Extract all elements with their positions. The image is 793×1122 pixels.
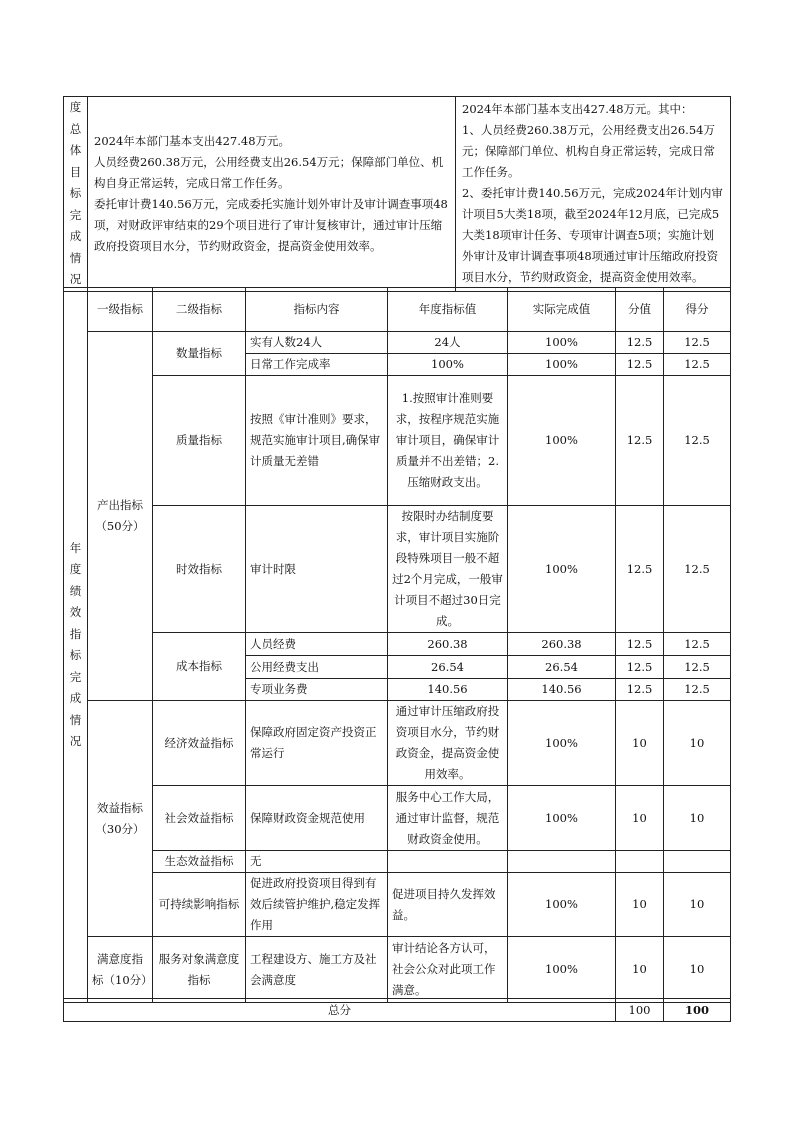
label-char: 情 — [69, 250, 82, 265]
cell-weight: 12.5 — [616, 354, 664, 376]
cell-content: 日常工作完成率 — [246, 354, 388, 376]
header-cell: 指标内容 — [246, 288, 388, 332]
total-label: 总分 — [64, 999, 616, 1022]
cell-weight: 10 — [616, 937, 664, 1003]
cell-actual — [508, 851, 616, 873]
cell-target: 100% — [388, 354, 508, 376]
cell-content: 审计时限 — [246, 506, 388, 633]
label-char: 指 — [69, 626, 82, 641]
level2-cost: 成本指标 — [153, 633, 246, 701]
cell-content: 工程建设方、施工方及社会满意度 — [246, 937, 388, 1003]
level1-benefit: 效益指标（30分） — [88, 701, 153, 937]
label-char: 情 — [69, 712, 82, 727]
cell-content: 公用经费支出 — [246, 656, 388, 679]
label-char: 年 — [69, 540, 82, 555]
cell-target: 促进项目持久发挥效益。 — [388, 873, 508, 937]
cell-score: 12.5 — [664, 656, 731, 679]
table-row — [64, 506, 731, 633]
table-row — [64, 332, 731, 354]
cell-score: 12.5 — [664, 679, 731, 701]
cell-actual: 100% — [508, 701, 616, 786]
cell-content: 保障财政资金规范使用 — [246, 786, 388, 851]
label-char: 度 — [69, 562, 82, 576]
cell-actual: 26.54 — [508, 656, 616, 679]
header-cell: 分值 — [616, 288, 664, 332]
actual-line: 2、委托审计费140.56万元，完成2024年计划内审计项目5大类18项，截至2024年12月底，已完成5大类18项审计任务、专项审计调查5项；实施计划外审计及审计调查事项48项通过审计压缩政府投资项目水分，节约财政资金，提高资金使用效率。 — [462, 186, 723, 285]
label-char: 况 — [69, 272, 82, 286]
table-row — [64, 786, 731, 851]
cell-score: 10 — [664, 701, 731, 786]
label-char: 标 — [69, 648, 82, 662]
header-row — [64, 288, 731, 332]
section-label — [64, 97, 88, 292]
cell-weight: 12.5 — [616, 633, 664, 656]
level1-satisfaction: 满意度指标（10分） — [88, 937, 153, 1003]
cell-score: 12.5 — [664, 633, 731, 656]
cell-actual: 100% — [508, 506, 616, 633]
actual-line: 2024年本部门基本支出427.48万元。其中： — [462, 102, 693, 117]
actual-line: 1、人员经费260.38万元，公用经费支出26.54万元；保障部门单位、机构自身正常运转，完成日常工作任务。 — [462, 123, 715, 180]
cell-score: 12.5 — [664, 354, 731, 376]
cell-score: 12.5 — [664, 376, 731, 506]
cell-score — [664, 851, 731, 873]
label-char: 体 — [69, 143, 82, 157]
cell-score: 10 — [664, 786, 731, 851]
planned-line: 2024年本部门基本支出427.48万元。 — [94, 133, 291, 148]
cell-weight: 12.5 — [616, 679, 664, 701]
cell-weight: 12.5 — [616, 332, 664, 354]
cell-target: 24人 — [388, 332, 508, 354]
level2-timeliness: 时效指标 — [153, 506, 246, 633]
total-weight: 100 — [616, 999, 664, 1022]
cell-actual: 140.56 — [508, 679, 616, 701]
cell-target: 审计结论各方认可，社会公众对此项工作满意。 — [388, 937, 508, 1003]
table-row — [64, 376, 731, 506]
label-char: 度 — [69, 100, 82, 114]
cell-target — [388, 851, 508, 873]
level1-output: 产出指标（50分） — [88, 332, 153, 701]
table-row — [64, 633, 731, 656]
level2-ecological: 生态效益指标 — [153, 851, 246, 873]
cell-content: 按照《审计准则》要求，规范实施审计项目,确保审计质量无差错 — [246, 376, 388, 506]
cell-score: 10 — [664, 937, 731, 1003]
table-row — [64, 851, 731, 873]
perf-section-label — [64, 288, 88, 1003]
header-cell: 实际完成值 — [508, 288, 616, 332]
label-char: 完 — [69, 207, 82, 222]
cell-score: 12.5 — [664, 506, 731, 633]
cell-actual: 100% — [508, 376, 616, 506]
label-char: 绩 — [69, 583, 82, 598]
header-cell: 二级指标 — [153, 288, 246, 332]
cell-content: 无 — [246, 851, 388, 873]
cell-weight: 12.5 — [616, 506, 664, 633]
label-char: 目 — [69, 164, 82, 179]
label-char: 标 — [69, 186, 82, 200]
level2-social: 社会效益指标 — [153, 786, 246, 851]
cell-actual: 100% — [508, 937, 616, 1003]
performance-indicator-table — [63, 287, 731, 1003]
level2-quality: 质量指标 — [153, 376, 246, 506]
label-char: 效 — [69, 605, 82, 619]
cell-weight: 12.5 — [616, 656, 664, 679]
cell-content: 专项业务费 — [246, 679, 388, 701]
header-cell: 年度指标值 — [388, 288, 508, 332]
total-score: 100 — [664, 999, 731, 1022]
planned-line: 人员经费260.38万元，公用经费支出26.54万元；保障部门单位、机构自身正常运转，完成日常工作任务。 — [94, 154, 444, 190]
cell-target: 140.56 — [388, 679, 508, 701]
cell-actual: 100% — [508, 332, 616, 354]
planned-line: 委托审计费140.56万元，完成委托实施计划外审计及审计调查事项48项，对财政评审结束的29个项目进行了审计复核审计，通过审计压缩政府投资项目水分，节约财政资金，提高资金使用效率。 — [94, 196, 448, 253]
label-char: 况 — [69, 734, 82, 748]
level2-service: 服务对象满意度指标 — [153, 937, 246, 1003]
level2-economic: 经济效益指标 — [153, 701, 246, 786]
cell-target: 按限时办结制度要求，审计项目实施阶段特殊项目一般不超过2个月完成，一般审计项目不超过30日完成。 — [388, 506, 508, 633]
cell-weight — [616, 851, 664, 873]
cell-score: 10 — [664, 873, 731, 937]
cell-weight: 12.5 — [616, 376, 664, 506]
overall-goal-section — [63, 96, 731, 292]
actual-completion-text — [456, 97, 731, 292]
label-char: 成 — [69, 691, 82, 705]
table-row — [64, 701, 731, 786]
header-cell: 一级指标 — [88, 288, 153, 332]
cell-target: 通过审计压缩政府投资项目水分，节约财政资金，提高资金使用效率。 — [388, 701, 508, 786]
cell-target: 26.54 — [388, 656, 508, 679]
cell-content: 保障政府固定资产投资正常运行 — [246, 701, 388, 786]
cell-weight: 10 — [616, 873, 664, 937]
label-char: 成 — [69, 229, 82, 243]
cell-actual: 260.38 — [508, 633, 616, 656]
level2-sustainable: 可持续影响指标 — [153, 873, 246, 937]
table-row — [64, 937, 731, 1003]
cell-weight: 10 — [616, 786, 664, 851]
planned-goal-text — [88, 97, 456, 292]
cell-target: 1.按照审计准则要求，按程序规范实施审计项目，确保审计质量并不出差错；2.压缩财政支出。 — [388, 376, 508, 506]
header-cell: 得分 — [664, 288, 731, 332]
cell-actual: 100% — [508, 873, 616, 937]
cell-content: 人员经费 — [246, 633, 388, 656]
label-char: 完 — [69, 669, 82, 684]
cell-content: 实有人数24人 — [246, 332, 388, 354]
label-char: 总 — [69, 121, 82, 136]
level2-quantity: 数量指标 — [153, 332, 246, 376]
cell-target: 服务中心工作大局，通过审计监督，规范财政资金使用。 — [388, 786, 508, 851]
cell-content: 促进政府投资项目得到有效后续管护维护,稳定发挥作用 — [246, 873, 388, 937]
total-row — [63, 998, 731, 1022]
cell-actual: 100% — [508, 354, 616, 376]
cell-target: 260.38 — [388, 633, 508, 656]
cell-score: 12.5 — [664, 332, 731, 354]
cell-actual: 100% — [508, 786, 616, 851]
cell-weight: 10 — [616, 701, 664, 786]
table-row — [64, 873, 731, 937]
